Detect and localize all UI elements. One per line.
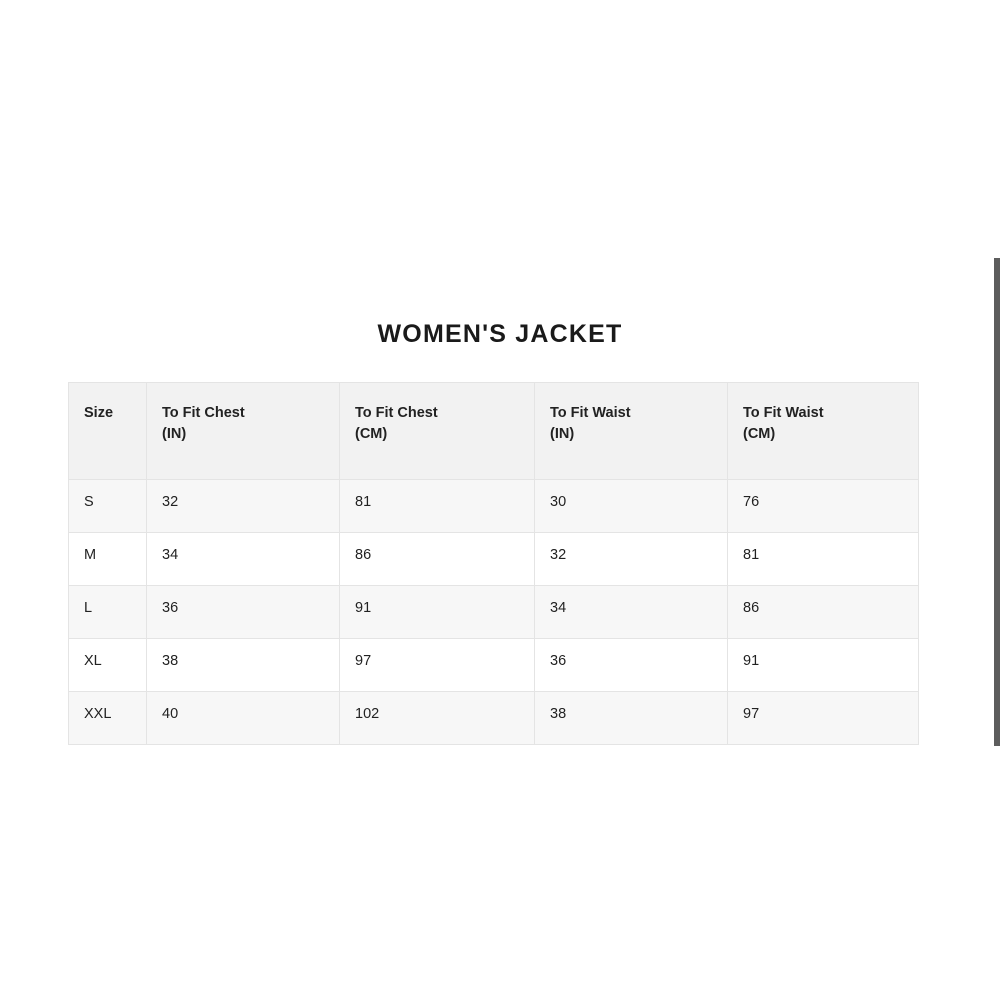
table-row	[69, 480, 919, 533]
cell-waist-in: 38	[535, 692, 728, 745]
cell-chest-cm: 102	[340, 692, 535, 745]
cell-chest-in: 40	[147, 692, 340, 745]
column-header-waist-cm-line1: To Fit Waist	[743, 405, 824, 421]
column-header-size-line1: Size	[84, 405, 114, 421]
cell-chest-in: 36	[147, 586, 340, 639]
column-header-waist-in	[535, 383, 728, 480]
column-header-waist-in-line2: (IN)	[550, 426, 575, 443]
cell-chest-cm: 97	[340, 639, 535, 692]
cell-chest-cm: 91	[340, 586, 535, 639]
size-chart-table	[68, 382, 919, 745]
table-body	[69, 480, 919, 745]
column-header-waist-cm	[728, 383, 919, 480]
cell-waist-in: 30	[535, 480, 728, 533]
cell-size: L	[69, 586, 147, 639]
page-title: WOMEN'S JACKET	[377, 320, 623, 348]
cell-chest-in: 38	[147, 639, 340, 692]
cell-size: M	[69, 533, 147, 586]
table-row	[69, 639, 919, 692]
column-header-waist-in-line1: To Fit Waist	[550, 405, 631, 421]
column-header-waist-cm-line2: (CM)	[743, 426, 776, 443]
cell-waist-cm: 86	[728, 586, 919, 639]
table-header-row	[69, 383, 919, 480]
cell-chest-in: 34	[147, 533, 340, 586]
column-header-chest-cm-line1: To Fit Chest	[355, 405, 438, 421]
table-row	[69, 533, 919, 586]
cell-waist-in: 32	[535, 533, 728, 586]
cell-chest-in: 32	[147, 480, 340, 533]
cell-chest-cm: 81	[340, 480, 535, 533]
column-header-chest-in	[147, 383, 340, 480]
table-header	[69, 383, 919, 480]
right-edge-strip	[994, 258, 1000, 746]
column-header-chest-in-line1: To Fit Chest	[162, 405, 245, 421]
table-row	[69, 586, 919, 639]
table-row	[69, 692, 919, 745]
column-header-size	[69, 383, 147, 480]
column-header-chest-in-line2: (IN)	[162, 426, 187, 443]
cell-waist-cm: 81	[728, 533, 919, 586]
column-header-chest-cm	[340, 383, 535, 480]
cell-waist-in: 36	[535, 639, 728, 692]
cell-chest-cm: 86	[340, 533, 535, 586]
cell-size: XXL	[69, 692, 147, 745]
cell-waist-cm: 91	[728, 639, 919, 692]
cell-waist-cm: 76	[728, 480, 919, 533]
column-header-chest-cm-line2: (CM)	[355, 426, 388, 443]
cell-size: S	[69, 480, 147, 533]
cell-waist-in: 34	[535, 586, 728, 639]
cell-size: XL	[69, 639, 147, 692]
cell-waist-cm: 97	[728, 692, 919, 745]
